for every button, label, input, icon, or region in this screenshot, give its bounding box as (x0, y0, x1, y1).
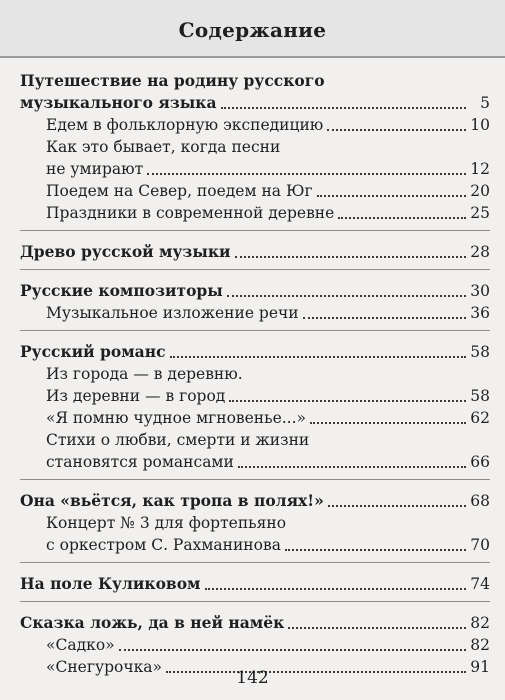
toc-subentry-title: Едем в фольклорную экспедицию (46, 116, 324, 134)
section-divider (20, 562, 490, 563)
dot-leader (119, 649, 466, 651)
toc-page-number: 10 (470, 116, 490, 134)
toc-page-number: 5 (480, 94, 490, 112)
toc-subentry (20, 202, 490, 224)
toc-page-number: 68 (470, 492, 490, 510)
toc-page-number: 30 (470, 282, 490, 300)
toc-entry-title: Русские композиторы (20, 281, 223, 300)
toc-subentry-title: «Снегурочка» (46, 658, 163, 676)
toc-entry (20, 92, 490, 114)
toc-subentry-title: Из деревни — в город (46, 387, 226, 405)
dot-leader (317, 195, 466, 197)
dot-leader (227, 295, 466, 297)
toc-entry (20, 573, 490, 595)
toc-subentry (20, 451, 490, 473)
toc-entry (20, 241, 490, 263)
toc-entry-title: На поле Куликовом (20, 574, 201, 593)
section-divider (20, 330, 490, 331)
section-divider (20, 230, 490, 231)
toc-page-number: 25 (470, 204, 490, 222)
toc-page-number: 36 (470, 304, 490, 322)
dot-leader (328, 505, 466, 507)
toc-subentry-title: становятся романсами (46, 453, 234, 471)
toc-page-number: 12 (470, 160, 490, 178)
toc-subentry-title: Поедем на Север, поедем на Юг (46, 182, 313, 200)
toc-subentry-title: «Я помню чудное мгновенье...» (46, 409, 307, 427)
dot-leader (285, 549, 466, 551)
toc-page-number: 62 (470, 409, 490, 427)
toc-page-number: 58 (470, 387, 490, 405)
toc-page-number: 66 (470, 453, 490, 471)
page-number: 142 (236, 668, 269, 688)
dot-leader (221, 107, 466, 109)
toc-page-number: 58 (470, 343, 490, 361)
toc-entry-title: Русский романс (20, 342, 166, 361)
toc-page-number: 70 (470, 536, 490, 554)
dot-leader (235, 256, 466, 258)
toc-subentry (20, 534, 490, 556)
toc-subentry-title: не умирают (46, 160, 144, 178)
toc-subentry (20, 407, 490, 429)
toc-subentry-line (20, 429, 490, 451)
dot-leader (229, 400, 466, 402)
toc-entry (20, 341, 490, 363)
toc-subentry (20, 158, 490, 180)
toc-subentry (20, 302, 490, 324)
toc-entry (20, 612, 490, 634)
toc-subentry-title: Из города — в деревню. (46, 365, 243, 383)
dot-leader (147, 173, 466, 175)
toc-subentry-title: Концерт № 3 для фортепьяно (46, 514, 287, 532)
header-band (0, 0, 505, 56)
toc-subentry-title: Стихи о любви, смерти и жизни (46, 431, 310, 449)
dot-leader (238, 466, 466, 468)
toc-entry-title: музыкального языка (20, 93, 217, 112)
toc-entry-title: Древо русской музыки (20, 242, 231, 261)
toc-page-number: 20 (470, 182, 490, 200)
section-divider (20, 601, 490, 602)
table-of-contents (20, 70, 490, 678)
dot-leader (310, 422, 466, 424)
toc-subentry-line (20, 363, 490, 385)
toc-page-number: 91 (470, 658, 490, 676)
dot-leader (205, 588, 466, 590)
section-divider (20, 479, 490, 480)
toc-subentry-title: Как это бывает, когда песни (46, 138, 281, 156)
toc-page-number: 82 (470, 614, 490, 632)
toc-entry-line (20, 70, 490, 92)
toc-subentry-line (20, 512, 490, 534)
toc-entry-title: Сказка ложь, да в ней намёк (20, 613, 285, 632)
dot-leader (288, 627, 466, 629)
section-divider (20, 269, 490, 270)
toc-page-number: 28 (470, 243, 490, 261)
dot-leader (303, 317, 466, 319)
dot-leader (327, 129, 466, 131)
toc-entry (20, 280, 490, 302)
dot-leader (338, 217, 466, 219)
toc-subentry-title: Праздники в современной деревне (46, 204, 335, 222)
toc-page-number: 82 (470, 636, 490, 654)
page-title: Содержание (178, 18, 327, 42)
toc-entry-title: Она «вьётся, как тропа в полях!» (20, 491, 324, 510)
toc-page-number: 74 (470, 575, 490, 593)
toc-subentry-title: Музыкальное изложение речи (46, 304, 299, 322)
toc-entry-title: Путешествие на родину русского (20, 71, 325, 90)
toc-subentry (20, 385, 490, 407)
toc-subentry (20, 180, 490, 202)
toc-subentry (20, 634, 490, 656)
toc-subentry-title: с оркестром С. Рахманинова (46, 536, 281, 554)
header-divider (0, 56, 505, 58)
dot-leader (170, 356, 466, 358)
toc-subentry-title: «Садко» (46, 636, 115, 654)
toc-entry (20, 490, 490, 512)
toc-subentry (20, 114, 490, 136)
toc-subentry-line (20, 136, 490, 158)
